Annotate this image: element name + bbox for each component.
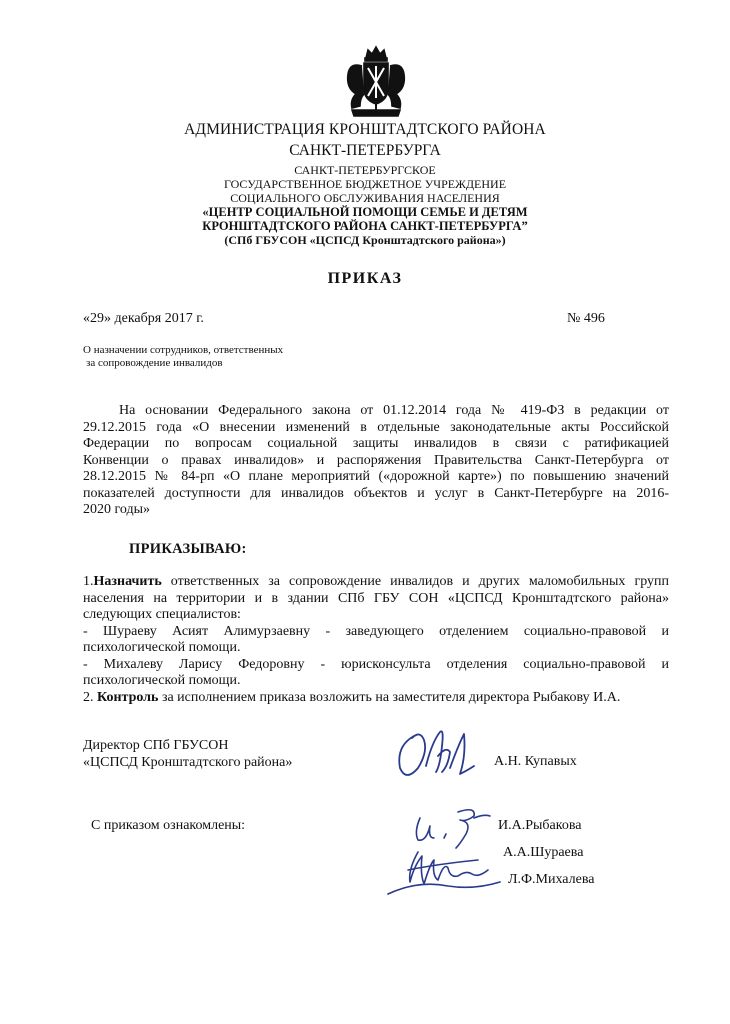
director-name: А.Н. Купавых — [494, 754, 577, 769]
org-line-2: ГОСУДАРСТВЕННОЕ БЮДЖЕТНОЕ УЧРЕЖДЕНИЕ — [223, 177, 507, 191]
order-subject — [83, 344, 283, 370]
org-line-6: (СПб ГБУСОН «ЦСПСД Кронштадтского района») — [224, 233, 506, 247]
person-2-line-1: - Михалеву Ларису Федоровну - юрисконсульта отделения социально-правовой и — [83, 656, 669, 672]
item-2-line — [83, 690, 669, 707]
org-line-1: САНКТ-ПЕТЕРБУРГСКОЕ — [294, 163, 436, 177]
city-heading: САНКТ-ПЕТЕРБУРГА — [289, 142, 441, 159]
item-1-number: 1. — [83, 574, 94, 589]
subject-line-1: О назначении сотрудников, ответственных — [83, 344, 284, 356]
coat-of-arms-emblem — [338, 44, 414, 120]
item-2-number: 2. — [83, 689, 97, 705]
item-1-verb: Назначить — [93, 574, 162, 589]
shuraeva-mikhaleva-signature — [378, 840, 508, 900]
subject-line-2: за сопровождение инвалидов — [86, 357, 223, 369]
org-line-5: КРОНШТАДТСКОГО РАЙОНА САНКТ-ПЕТЕРБУРГА” — [202, 219, 528, 233]
acquainted-name-mikhaleva: Л.Ф.Михалева — [508, 872, 595, 887]
order-title: ПРИКАЗ — [327, 270, 403, 287]
acquainted-name-rybakova: И.А.Рыбакова — [498, 818, 582, 833]
org-line-4: «ЦЕНТР СОЦИАЛЬНОЙ ПОМОЩИ СЕМЬЕ И ДЕТЯМ — [202, 205, 528, 219]
person-2-line-2: психологической помощи. — [83, 673, 241, 688]
body-line: На основании Федерального закона от 01.12.2014 года № 419-ФЗ в редакции от — [119, 403, 669, 418]
director-signature — [384, 716, 484, 786]
order-body-paragraph — [83, 403, 669, 519]
order-number: № 496 — [567, 311, 605, 326]
decree-heading: ПРИКАЗЫВАЮ: — [129, 541, 247, 557]
director-title — [83, 737, 292, 771]
org-line-3: СОЦИАЛЬНОГО ОБСЛУЖИВАНИЯ НАСЕЛЕНИЯ — [230, 191, 500, 205]
acquainted-label: С приказом ознакомлены: — [91, 818, 246, 833]
item-1-line-3: следующих специалистов: — [83, 607, 241, 622]
person-1-line-1: - Шураеву Асият Алимурзаевну - заведующего отделением социально-правовой и — [83, 623, 669, 639]
body-line: 29.12.2015 года «О внесении изменений в отдельные законодательные акты Российской — [83, 419, 669, 435]
body-line: 2020 годы» — [83, 502, 151, 517]
body-line: Федерации по вопросам социальной защиты инвалидов в связи с ратификацией — [83, 436, 669, 451]
admin-heading: АДМИНИСТРАЦИЯ КРОНШТАДТСКОГО РАЙОНА — [184, 121, 546, 138]
body-line: показателей доступности для инвалидов объектов и услуг в Санкт-Петербурге на 2016- — [83, 485, 669, 501]
item-1-line-2: населения на территории и в здании СПб ГБУ СОН «ЦСПСД Кронштадтского района» — [83, 590, 669, 606]
item-2-verb: Контроль — [97, 689, 159, 705]
item-1-line-1 — [83, 574, 669, 591]
order-items — [83, 574, 669, 706]
body-line: 28.12.2015 № 84-рп «О плане мероприятий («дорожной карте») по повышению значений — [83, 469, 669, 484]
acquainted-name-shuraeva: А.А.Шураева — [503, 845, 584, 860]
body-line: Конвенции о правах инвалидов» и распоряжения Правительства Санкт-Петербурга от — [83, 452, 669, 468]
order-date: «29» декабря 2017 г. — [83, 311, 204, 326]
item-1-text: ответственных за сопровождение инвалидов и других маломобильных групп — [161, 574, 669, 589]
director-title-line-2: «ЦСПСД Кронштадтского района» — [83, 755, 293, 770]
person-1-line-2: психологической помощи. — [83, 640, 241, 655]
item-2-text: за исполнением приказа возложить на заместителя директора Рыбакову И.А. — [158, 689, 621, 705]
director-title-line-1: Директор СПб ГБУСОН — [83, 738, 229, 753]
